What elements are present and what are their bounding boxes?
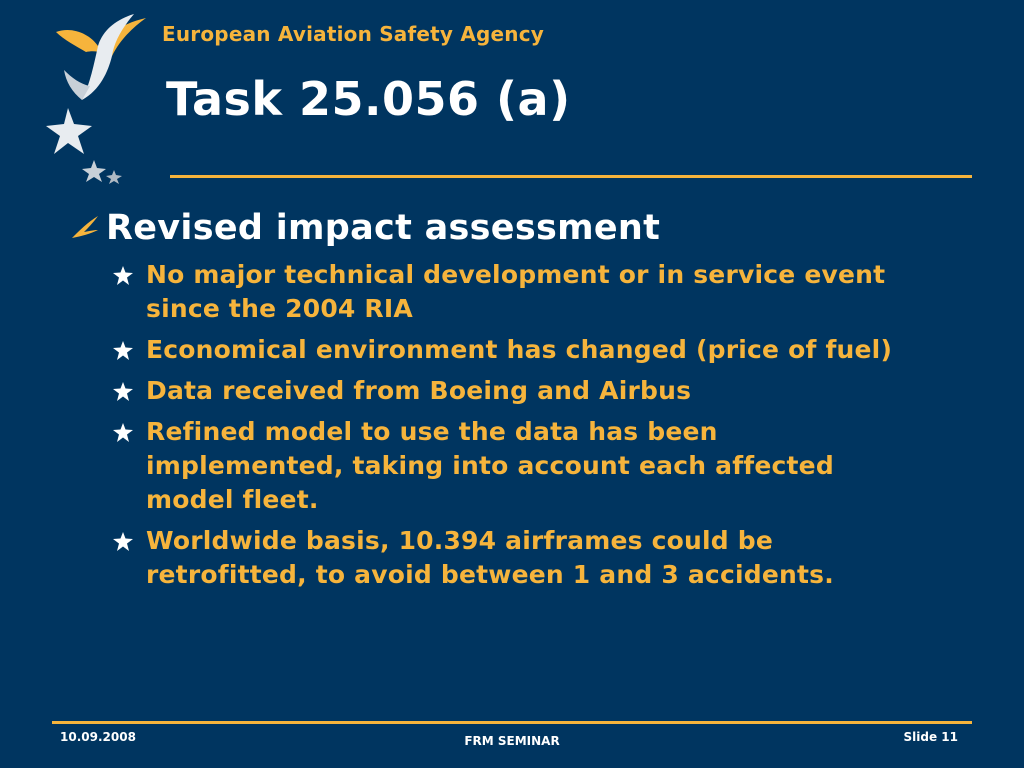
star-bullet-icon: [112, 266, 134, 286]
easa-logo-icon: [42, 12, 152, 184]
sub-bullet-item: [112, 258, 912, 326]
sub-bullet-text: Data received from Boeing and Airbus: [146, 376, 692, 405]
agency-name: European Aviation Safety Agency: [162, 22, 545, 46]
sub-bullet-item: [112, 333, 912, 367]
star-bullet-icon: [112, 341, 134, 361]
arrow-bullet-icon: [70, 212, 100, 242]
footer-divider: [52, 721, 972, 724]
star-bullet-icon: [112, 382, 134, 402]
main-bullet-text: Revised impact assessment: [106, 208, 661, 248]
sub-bullet-item: [112, 415, 912, 517]
slide-title: Task 25.056 (a): [166, 72, 571, 126]
sub-bullet-item: [112, 374, 912, 408]
star-bullet-icon: [112, 423, 134, 443]
star-bullet-icon: [112, 532, 134, 552]
main-bullet: [70, 206, 660, 250]
sub-bullet-text: No major technical development or in service event since the 2004 RIA: [146, 260, 886, 323]
footer-event-name: FRM SEMINAR: [464, 734, 560, 748]
sub-bullet-text: Worldwide basis, 10.394 airframes could be retrofitted, to avoid between 1 and 3 accidents.: [146, 526, 834, 589]
sub-bullet-text: Economical environment has changed (price of fuel): [146, 335, 893, 364]
title-divider: [170, 175, 972, 178]
sub-bullet-list: [112, 258, 912, 599]
sub-bullet-item: [112, 524, 912, 592]
footer-date: 10.09.2008: [60, 730, 136, 744]
sub-bullet-text: Refined model to use the data has been implemented, taking into account each affected model fleet.: [146, 417, 834, 514]
slide-number: Slide 11: [903, 730, 958, 744]
